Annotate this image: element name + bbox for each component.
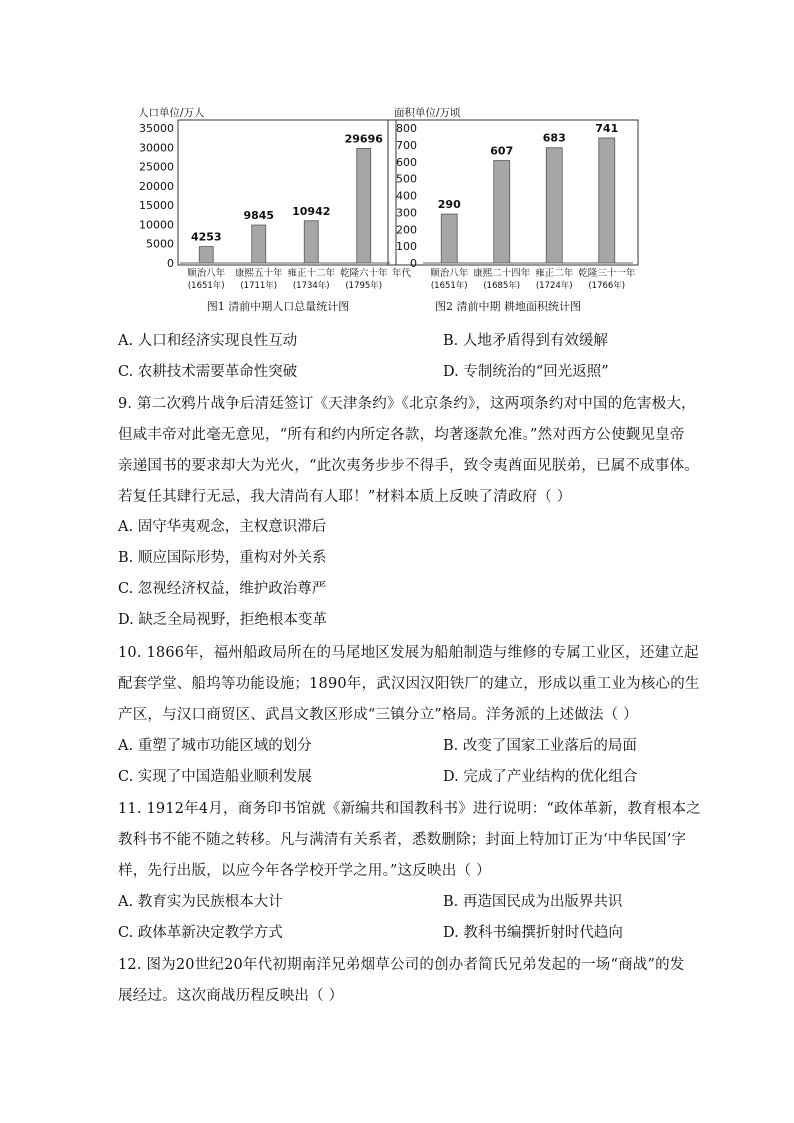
bar-value-label: 9845: [243, 209, 275, 223]
q8-options-row-2: [118, 357, 678, 387]
bar: [494, 161, 510, 263]
y-tick-label: 100: [396, 240, 417, 254]
y-tick-label: 400: [396, 189, 417, 203]
q12-stem-line: 展经过。这次商战历程反映出（ ）: [118, 988, 344, 1004]
bar-value-label: 290: [437, 198, 461, 212]
q9-stem-line: 若复任其肆行无忌，我大清尚有人耶！”材料本质上反映了清政府（ ）: [118, 489, 572, 505]
q11-stem-line: 教科书不能不随之转移。凡与满清有关系者，悉数删除；封面上特加订正为‘中华民国’字: [118, 832, 687, 848]
x-tick-year-label: (1711年): [240, 281, 278, 291]
y-tick-label: 35000: [139, 122, 174, 135]
bar-value-label: 29696: [344, 132, 383, 146]
x-tick-label: 雍正二年: [535, 268, 574, 279]
y-tick-label: 700: [396, 138, 417, 152]
q10-stem: [118, 638, 718, 731]
y-tick-label: 800: [396, 122, 417, 135]
q9-option-b[interactable]: B. 顺应国际形势，重构对外关系: [118, 550, 327, 566]
x-tick-year-label: (1795年): [345, 281, 383, 291]
q11-options-row-2: [118, 918, 678, 948]
bar: [199, 247, 213, 263]
q9-stem: [118, 389, 718, 513]
q9-stem-line: 9. 第二次鸦片战争后清廷签订《天津条约》《北京条约》，这两项条约对中国的危害极大，: [118, 396, 696, 412]
q11-options-row-1: [118, 887, 678, 917]
chart-title: 图2 清前中期 耕地面积统计图: [435, 300, 581, 313]
y-tick-label: 10000: [139, 218, 174, 232]
q10-options-row-2: [118, 762, 678, 792]
x-tick-year-label: (1685年): [483, 281, 521, 291]
q9-stem-line: 亲递国书的要求却大为光火，“此次夷务步步不得手，致令夷酋面见朕弟，已属不成事体。: [118, 458, 699, 474]
x-tick-year-label: (1651年): [187, 281, 225, 291]
y-tick-label: 5000: [146, 237, 174, 251]
q11-stem-line: 11. 1912年4月，商务印书馆就《新编共和国教科书》进行说明：“政体革新，教育根本之: [118, 801, 702, 817]
bar: [357, 148, 371, 263]
q11-option-a[interactable]: A. 教育实为民族根本大计: [118, 894, 283, 910]
q11-option-d[interactable]: D. 教科书编撰折射时代趋向: [443, 925, 623, 941]
q9-option-a[interactable]: A. 固守华夷观念，主权意识滞后: [118, 519, 327, 535]
q10-stem-line: 配套学堂、船坞等功能设施；1890年，武汉因汉阳铁厂的建立，形成以重工业为核心的生: [118, 676, 700, 692]
farmland-chart-svg: [388, 100, 648, 325]
q10-option-d[interactable]: D. 完成了产业结构的优化组合: [443, 769, 638, 785]
y-tick-label: 0: [167, 257, 174, 270]
x-tick-year-label: (1734年): [292, 281, 330, 291]
bar-value-label: 10942: [292, 204, 331, 218]
farmland-chart: [388, 100, 648, 325]
q9-option-c[interactable]: C. 忽视经济权益，维护政治尊严: [118, 581, 327, 597]
q10-stem-line: 10. 1866年，福州船政局所在的马尾地区发展为船舶制造与维修的专属工业区，还建立起: [118, 645, 699, 661]
q11-option-c[interactable]: C. 政体革新决定教学方式: [118, 925, 283, 941]
q11-stem-line: 样，先行出版，以应今年各学校开学之用。”这反映出（ ）: [118, 863, 491, 879]
y-tick-label: 30000: [139, 141, 174, 155]
q10-option-c[interactable]: C. 实现了中国造船业顺利发展: [118, 769, 312, 785]
bar: [599, 138, 615, 263]
y-tick-label: 0: [410, 257, 417, 270]
q10-option-b[interactable]: B. 改变了国家工业落后的局面: [443, 738, 637, 754]
q9-option-d[interactable]: D. 缺乏全局视野，拒绝根本变革: [118, 612, 327, 628]
x-tick-label: 雍正十二年: [287, 268, 336, 279]
q8-option-b[interactable]: B. 人地矛盾得到有效缓解: [443, 333, 608, 349]
x-tick-label: 乾隆六十年: [339, 268, 388, 279]
x-tick-year-label: (1651年): [430, 281, 468, 291]
bar-value-label: 4253: [190, 230, 222, 244]
y-axis-label: 面积单位/万顷: [394, 107, 461, 119]
x-tick-year-label: (1724年): [535, 281, 573, 291]
q10-stem-line: 产区，与汉口商贸区、武昌文教区形成“三镇分立”格局。洋务派的上述做法（ ）: [118, 707, 638, 723]
x-tick-label: 顺治八年: [187, 268, 226, 279]
y-tick-label: 300: [396, 206, 417, 220]
q12-stem-line: 12. 图为20世纪20年代初期南洋兄弟烟草公司的创办者简氏兄弟发起的一场“商战”的发: [118, 957, 685, 973]
bar: [441, 214, 457, 263]
x-tick-label: 康熙五十年: [234, 268, 283, 279]
x-tick-label: 康熙二十四年: [473, 268, 531, 279]
x-tick-label: 顺治八年: [430, 268, 469, 279]
x-tick-label: 乾隆三十一年: [578, 268, 636, 279]
q11-stem: [118, 794, 718, 887]
bar-value-label: 683: [542, 131, 566, 145]
q8-option-c[interactable]: C. 农耕技术需要革命性突破: [118, 364, 298, 380]
x-tick-year-label: (1766年): [588, 281, 626, 291]
y-axis-label: 人口单位/万人: [138, 107, 205, 119]
bar-value-label: 741: [595, 121, 619, 135]
bar: [546, 148, 562, 263]
q8-options-row-1: [118, 326, 678, 356]
bar: [304, 221, 318, 263]
x-axis-label: 年代: [392, 268, 412, 279]
y-tick-label: 600: [396, 155, 417, 169]
y-tick-label: 200: [396, 223, 417, 237]
q11-option-b[interactable]: B. 再造国民成为出版界共识: [443, 894, 623, 910]
bar-value-label: 607: [490, 144, 514, 158]
q8-option-d[interactable]: D. 专制统治的“回光返照”: [443, 364, 609, 380]
bar: [252, 225, 266, 263]
y-tick-label: 25000: [139, 160, 174, 174]
chart-title: 图1 清前中期人口总量统计图: [206, 300, 350, 313]
y-tick-label: 20000: [139, 179, 174, 193]
q10-options-row-1: [118, 731, 678, 761]
q8-option-a[interactable]: A. 人口和经济实现良性互动: [118, 333, 298, 349]
y-tick-label: 15000: [139, 199, 174, 213]
y-tick-label: 500: [396, 172, 417, 186]
q9-stem-line: 但咸丰帝对此毫无意见，“所有和约内所定各款，均著逐款允准。”然对西方公使觐见皇帝: [118, 427, 685, 443]
q10-option-a[interactable]: A. 重塑了城市功能区域的划分: [118, 738, 312, 754]
q12-stem: [118, 950, 718, 1012]
